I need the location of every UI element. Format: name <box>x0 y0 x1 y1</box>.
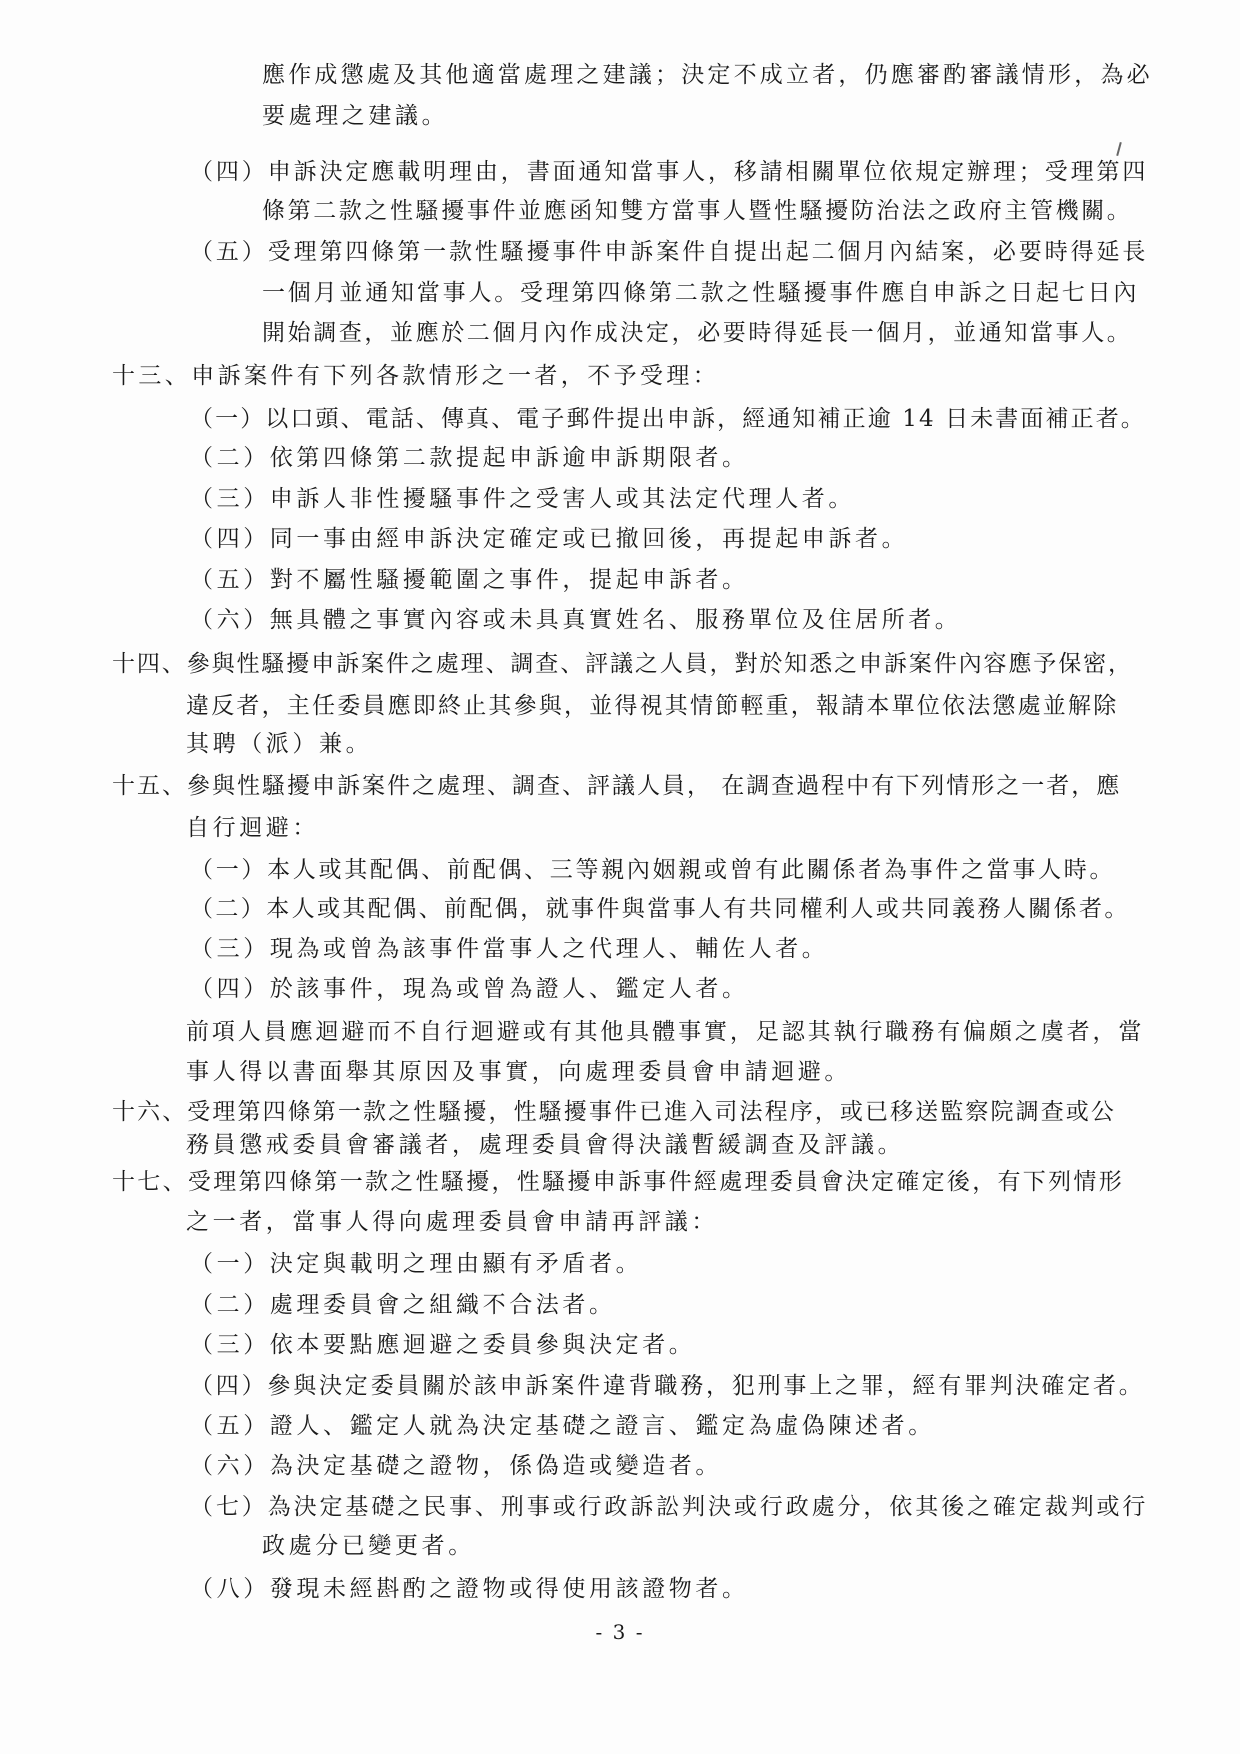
text-line: （四）同一事由經申訴決定確定或已撤回後，再提起申訴者。 <box>190 526 909 552</box>
text-line: （三）申訴人非性擾騷事件之受害人或其法定代理人者。 <box>190 486 855 512</box>
text-line: 務員懲戒委員會審議者，處理委員會得決議暫緩調查及評議。 <box>186 1132 905 1158</box>
text-line: 其聘（派）兼。 <box>186 731 373 757</box>
text-line: （五）受理第四條第一款性騷擾事件申訴案件自提出起二個月內結案，必要時得延長 <box>190 239 1149 265</box>
text-line: （六）無具體之事實內容或未具真實姓名、服務單位及住居所者。 <box>190 607 962 633</box>
text-line: （六）為決定基礎之證物，係偽造或變造者。 <box>190 1453 722 1479</box>
text-line: 之一者，當事人得向處理委員會申請再評議： <box>186 1209 718 1235</box>
text-line: （四）於該事件，現為或曾為證人、鑑定人者。 <box>190 976 749 1002</box>
text-line: （八）發現未經斟酌之證物或得使用該證物者。 <box>190 1576 749 1602</box>
text-line: （四）參與決定委員關於該申訴案件違背職務，犯刑事上之罪，經有罪判決確定者。 <box>190 1373 1145 1399</box>
section-heading: 十六、受理第四條第一款之性騷擾，性騷擾事件已進入司法程序，或已移送監察院調查或公 <box>112 1099 1116 1125</box>
scan-mark <box>1116 142 1122 156</box>
section-heading: 十三、申訴案件有下列各款情形之一者，不予受理： <box>112 363 720 389</box>
text-line: （七）為決定基礎之民事、刑事或行政訴訟判決或行政處分，依其後之確定裁判或行 <box>190 1494 1149 1520</box>
text-line: （三）依本要點應迴避之委員參與決定者。 <box>190 1332 696 1358</box>
text-line: （五）證人、鑑定人就為決定基礎之證言、鑑定為虛偽陳述者。 <box>190 1413 935 1439</box>
text-line: （一）決定與載明之理由顯有矛盾者。 <box>190 1251 643 1277</box>
section-heading: 十五、參與性騷擾申訴案件之處理、調查、評議人員， 在調查過程中有下列情形之一者，應 <box>112 773 1122 799</box>
section-heading: 十七、受理第四條第一款之性騷擾，性騷擾申訴事件經處理委員會決定確定後，有下列情形 <box>112 1169 1124 1195</box>
page-number: - 3 - <box>595 1620 645 1644</box>
text-line: 政處分已變更者。 <box>262 1533 475 1559</box>
text-line: 要處理之建議。 <box>262 103 449 129</box>
text-line: 違反者，主任委員應即終止其參與，並得視其情節輕重，報請本單位依法懲處並解除 <box>186 693 1119 719</box>
text-line: （一）本人或其配偶、前配偶、三等親內姻親或曾有此關係者為事件之當事人時。 <box>190 857 1116 883</box>
text-line: （三）現為或曾為該事件當事人之代理人、輔佐人者。 <box>190 936 829 962</box>
text-line: 一個月並通知當事人。受理第四條第二款之性騷擾事件應自申訴之日起七日內 <box>262 280 1140 306</box>
text-line: 條第二款之性騷擾事件並應函知雙方當事人暨性騷擾防治法之政府主管機關。 <box>262 198 1133 224</box>
section-heading: 十四、參與性騷擾申訴案件之處理、調查、評議之人員，對於知悉之申訴案件內容應予保密， <box>112 651 1133 677</box>
text-line: （二）本人或其配偶、前配偶，就事件與當事人有共同權利人或共同義務人關係者。 <box>190 896 1130 922</box>
text-line: 前項人員應迴避而不自行迴避或有其他具體事實，足認其執行職務有偏頗之虞者，當 <box>186 1019 1145 1045</box>
text-line: （二）依第四條第二款提起申訴逾申訴期限者。 <box>190 445 749 471</box>
text-line: 應作成懲處及其他適當處理之建議；決定不成立者，仍應審酌審議情形，為必 <box>262 62 1153 88</box>
text-line: （四）申訴決定應載明理由，書面通知當事人，移請相關單位依規定辦理；受理第四 <box>190 159 1149 185</box>
text-line: （二）處理委員會之組織不合法者。 <box>190 1292 616 1318</box>
text-line: 事人得以書面舉其原因及事實，向處理委員會申請迴避。 <box>186 1059 851 1085</box>
text-line: 開始調查，並應於二個月內作成決定，必要時得延長一個月，並通知當事人。 <box>262 320 1133 346</box>
text-line: （一）以口頭、電話、傳真、電子郵件提出申訴，經通知補正逾 14 日未書面補正者。 <box>190 406 1146 432</box>
text-line: （五）對不屬性騷擾範圍之事件，提起申訴者。 <box>190 567 749 593</box>
text-line: 自行迴避： <box>186 815 319 841</box>
